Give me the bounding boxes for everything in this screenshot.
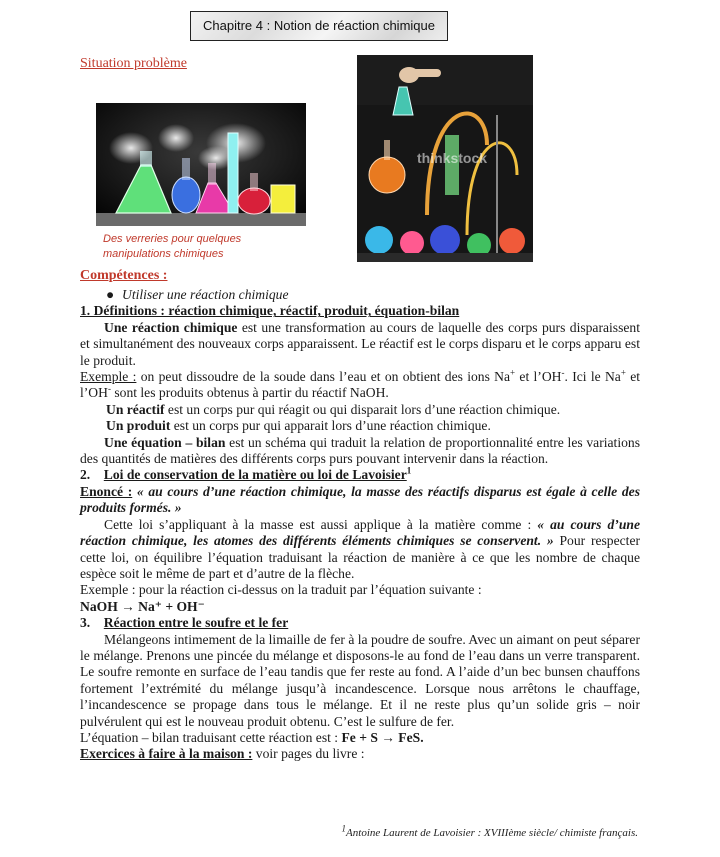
chapter-title: Chapitre 4 : Notion de réaction chimique xyxy=(203,17,435,33)
s2-p1-b: Pour respecter cette loi, on équilibre l’équation traduisant la réaction de manière à ce que les nombre de chaque espèce soit le même de part et d’autre de la flèche. xyxy=(80,533,641,581)
section-1-heading xyxy=(80,303,640,319)
document-body xyxy=(80,287,640,763)
def-produit xyxy=(80,418,640,434)
def-reactif-text: est un corps pur qui réagit ou qui disparait lors d’une réaction chimique. xyxy=(164,401,561,417)
example-label: Exemple : xyxy=(80,369,137,385)
caption-line-1: Des verreries pour quelques xyxy=(103,233,242,245)
section-2-heading-text: Loi de conservation de la matière ou loi de Lavoisier xyxy=(103,467,407,483)
example-text-e: sont les produits obtenus à partir du réactif NaOH. xyxy=(110,385,389,401)
s3-equation-intro: L’équation – bilan traduisant cette réaction est : xyxy=(80,729,342,745)
example-text-d: et l’OH xyxy=(80,369,641,401)
term-equation-bilan: Une équation – bilan xyxy=(104,434,226,450)
term-produit: Un produit xyxy=(106,418,171,434)
footnote xyxy=(342,825,638,841)
enonce-label: Enoncé : xyxy=(80,483,133,499)
s3-equation-line xyxy=(80,730,640,746)
s2-p1-quote: « au cours d’une réaction chimique, les atomes des différents éléments chimiques se conservent. » xyxy=(80,516,640,549)
section-3-heading-text: Réaction entre le soufre et le fer xyxy=(103,615,289,631)
sup-plus-1: + xyxy=(510,367,516,378)
s3-paragraph-1: Mélangeons intimement de la limaille de fer à la poudre de soufre. Avec un aimant on peut séparer le mélange. Prenons une pincée du mélange et disposons-le au fond de l’eau dans un verre transparent. Le soufre remonte en surface de l’eau tandis que fer reste au fond. A l’aide d’un bec bunsen chauffons fortement l’extrémité du mélange jusqu’à incandescence. Lorsque nous arrêtons le chauffage, l’incandescence se propage dans tous le mélange. Et il ne reste plus qu’un solide gris – noir pulvérulent qui est le nouveau produit obtenu. C’est le sulfure de fer. xyxy=(80,631,640,729)
s2-paragraph-1 xyxy=(80,517,640,583)
def-produit-text: est un corps pur qui apparait lors d’une réaction chimique. xyxy=(170,418,491,434)
sup-minus-2: - xyxy=(107,383,111,394)
footnote-number: 1 xyxy=(341,823,347,834)
section-2-number: 2. xyxy=(80,467,91,483)
competences-title: Compétences : xyxy=(80,268,168,283)
enonce-text: « au cours d’une réaction chimique, la masse des réactifs disparus est égale à celle des produits formés. » xyxy=(80,483,640,516)
photo-watermark: thinkstock xyxy=(417,150,488,166)
photo-caption xyxy=(103,232,303,262)
section-3-heading xyxy=(80,615,640,631)
example-text-b: et l’OH xyxy=(515,369,562,385)
s2-equation: NaOH → Na⁺ + OH⁻ xyxy=(80,598,205,614)
lab-glassware-photo xyxy=(96,103,306,226)
s3-equation: Fe + S → FeS. xyxy=(341,729,424,745)
s1-example xyxy=(80,369,640,402)
term-reactif: Un réactif xyxy=(106,401,165,417)
footnote-text: Antoine Laurent de Lavoisier : XVIIIème siècle/ chimiste français. xyxy=(346,827,638,839)
section-3-number: 3. xyxy=(80,615,91,631)
exercises-label: Exercices à faire à la maison : xyxy=(80,746,253,762)
competence-item xyxy=(80,287,640,303)
s2-example-line: Exemple : pour la réaction ci-dessus on la traduit par l’équation suivante : xyxy=(80,582,482,598)
example-text-a: on peut dissoudre de la soude dans l’eau et on obtient des ions Na xyxy=(136,369,511,385)
chapter-title-box xyxy=(190,11,448,41)
s2-p1-a: Cette loi s’appliquant à la masse est aussi applique à la matière comme : xyxy=(104,516,538,532)
chemistry-apparatus-photo xyxy=(357,55,533,262)
def-equation-text: est un schéma qui traduit la relation de proportionnalité entre les variations des quantités de matières des différents corps purs pouvant intervenir dans la réaction. xyxy=(80,434,640,467)
bullet-icon: ● xyxy=(106,287,115,302)
caption-line-2: manipulations chimiques xyxy=(103,248,224,260)
situation-title: Situation problème xyxy=(80,56,187,71)
s1-p1-text: est une transformation au cours de laquelle des corps purs disparaissent et simultanément des nouveaux corps apparaissent. Le réactif est le corps disparu et le corps apparu est le produit. xyxy=(80,319,640,368)
sup-plus-2: + xyxy=(620,367,626,378)
def-equation-bilan xyxy=(80,435,640,468)
s1-paragraph-1 xyxy=(80,320,640,369)
section-2-heading xyxy=(80,467,640,483)
exercises-text: voir pages du livre : xyxy=(252,746,365,762)
footnote-ref: 1 xyxy=(406,465,412,476)
section-1-heading-text: 1. Définitions : réaction chimique, réactif, produit, équation-bilan xyxy=(80,303,460,319)
def-reactif xyxy=(80,402,640,418)
term-reaction-chimique: Une réaction chimique xyxy=(104,319,238,335)
example-text-c: . Ici le Na xyxy=(564,369,621,385)
competence-text: Utiliser une réaction chimique xyxy=(122,287,289,302)
sup-minus-1: - xyxy=(561,367,565,378)
enonce xyxy=(80,484,640,517)
exercises-line xyxy=(80,746,640,762)
